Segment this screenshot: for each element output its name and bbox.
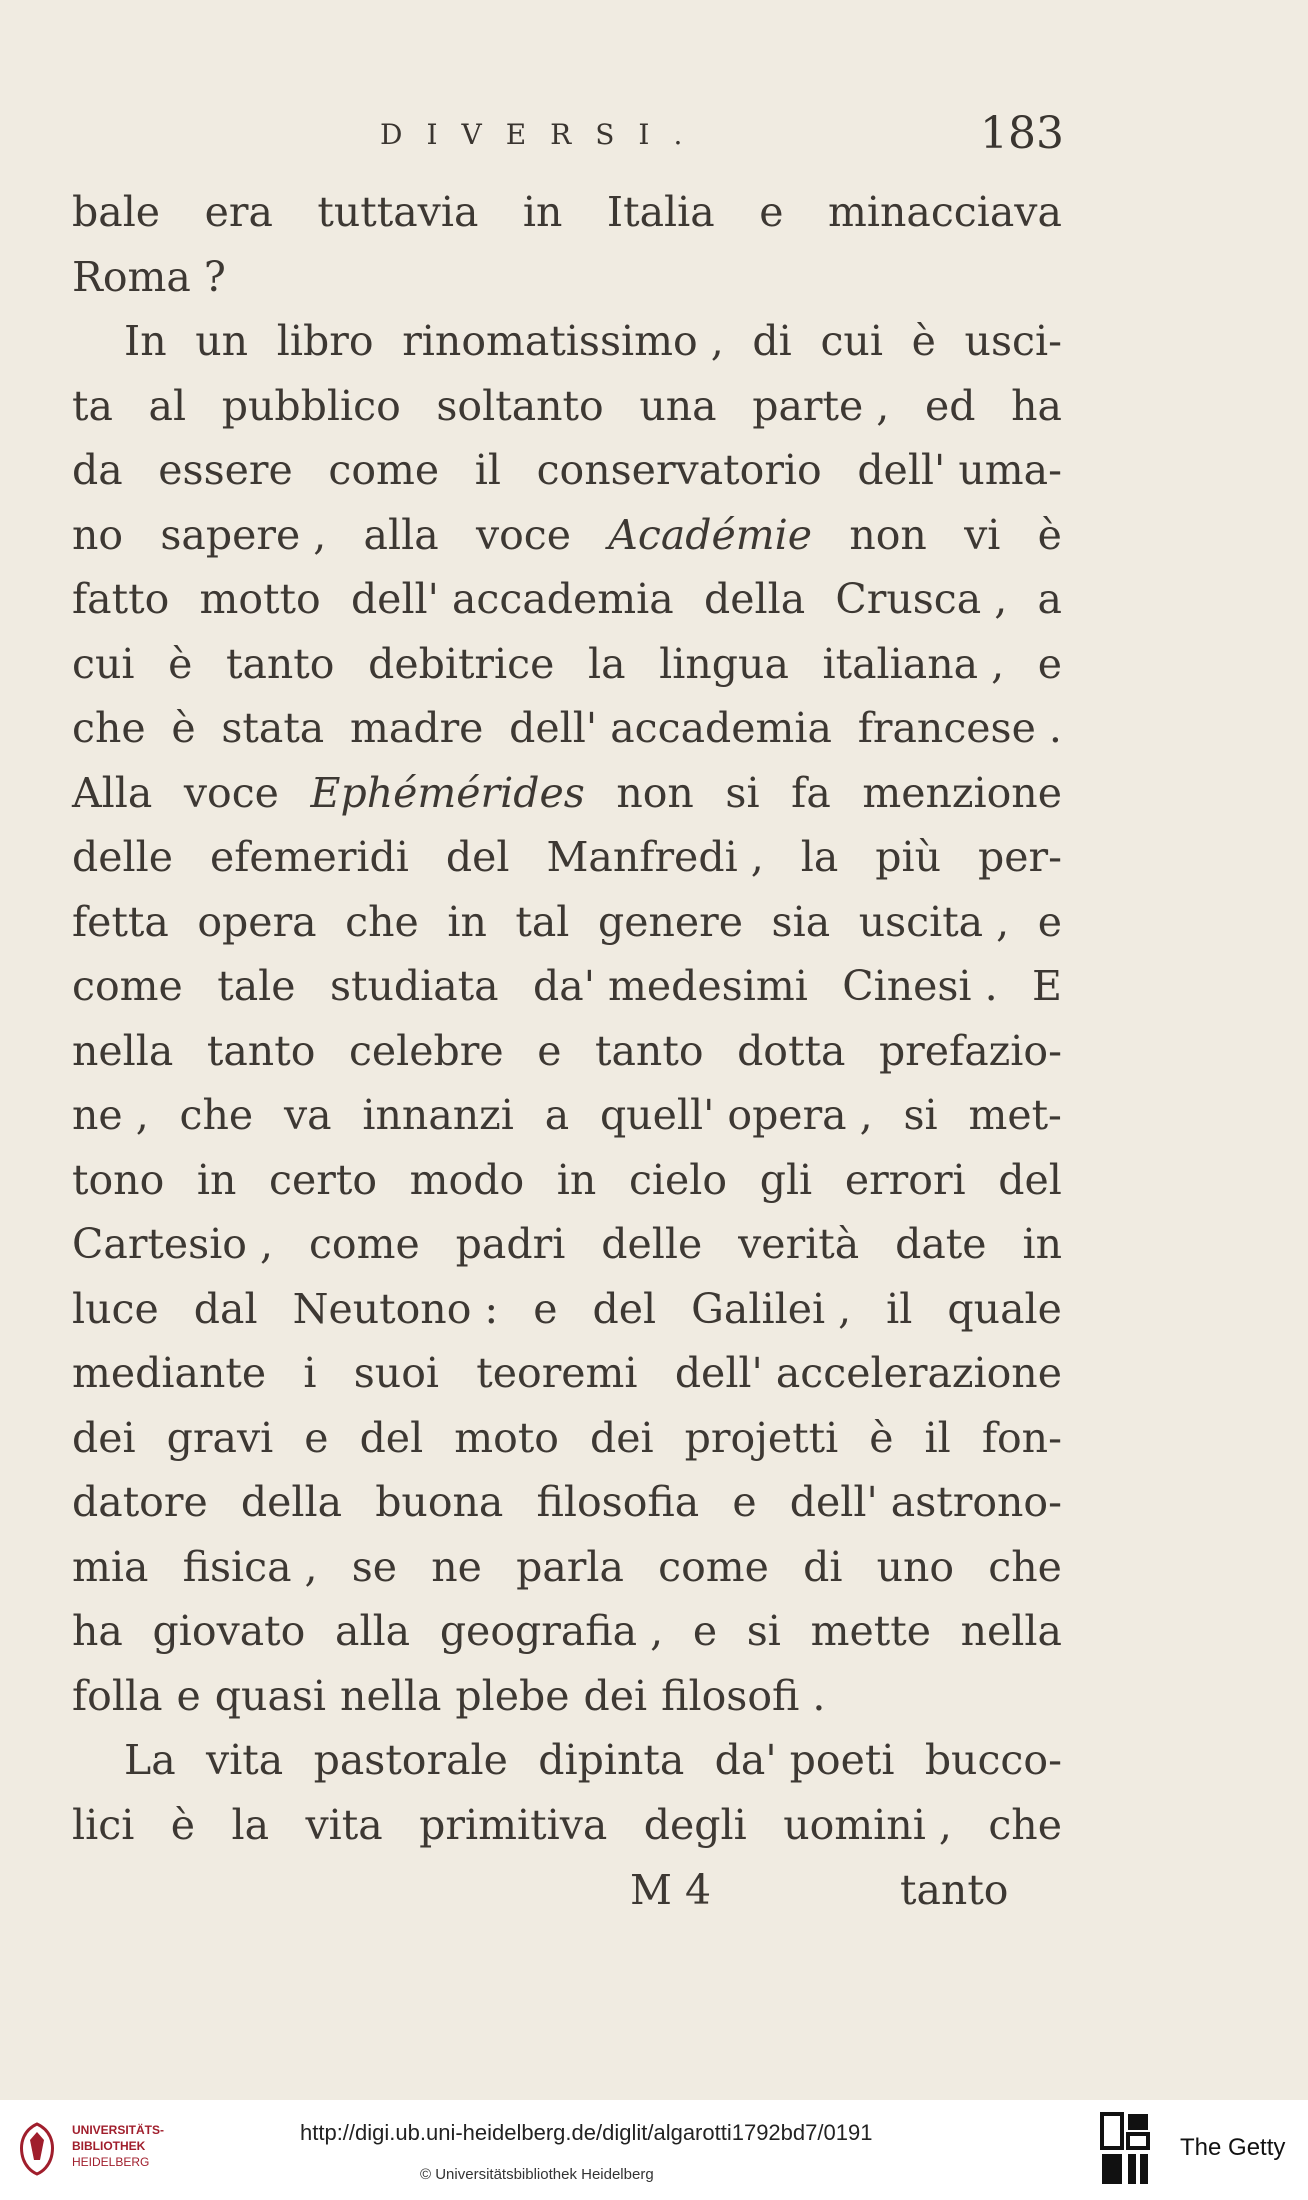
word: come — [658, 1542, 769, 1591]
catchword: tanto — [900, 1866, 1009, 1914]
word: da — [72, 446, 123, 494]
word: giovato — [152, 1607, 306, 1655]
word: buona — [375, 1478, 504, 1526]
word: che — [179, 1091, 254, 1139]
word: conservatorio — [536, 446, 822, 494]
word: al — [148, 381, 187, 430]
word: mia — [72, 1542, 149, 1591]
word: una — [639, 381, 717, 430]
text-line — [72, 309, 1062, 374]
word: rinomatissimo , — [402, 317, 724, 365]
word: ne — [431, 1542, 482, 1591]
word: fon- — [981, 1413, 1062, 1462]
word: geografia , — [439, 1607, 664, 1655]
word: ha — [72, 1607, 123, 1655]
word: projetti — [684, 1413, 839, 1462]
text-line — [72, 1148, 1062, 1213]
word: essere — [158, 446, 293, 494]
word: e — [1037, 897, 1062, 946]
word: cui — [820, 317, 883, 365]
word: pubblico — [221, 381, 401, 430]
word: che — [72, 704, 146, 752]
word: Galilei , — [691, 1284, 852, 1333]
text-line — [72, 890, 1062, 955]
running-title: DIVERSI. — [380, 118, 707, 151]
word: efemeridi — [209, 833, 409, 881]
word: dal — [193, 1284, 258, 1333]
word: lingua — [659, 639, 789, 688]
word: in — [196, 1155, 237, 1204]
word: primitiva — [419, 1800, 608, 1849]
word: stata — [221, 704, 325, 752]
word: quasi — [214, 1671, 327, 1720]
word: mediante — [72, 1349, 267, 1397]
word: da' poeti — [714, 1736, 895, 1784]
word: di — [803, 1542, 843, 1591]
text-line — [72, 567, 1062, 632]
word: certo — [269, 1155, 378, 1204]
word: verità — [738, 1220, 860, 1268]
word: uscita , — [858, 897, 1010, 946]
word: cui — [72, 639, 135, 688]
word: tal — [515, 897, 570, 946]
word: che — [988, 1800, 1062, 1849]
word: tanto — [225, 639, 335, 688]
text-line — [72, 825, 1062, 890]
word: Cartesio , — [72, 1220, 274, 1268]
word: dell' accademia — [350, 575, 674, 623]
word: e — [692, 1607, 718, 1655]
word: è — [171, 704, 196, 752]
word: dei — [583, 1671, 648, 1720]
word: moto — [454, 1413, 559, 1462]
text-line — [72, 503, 1062, 568]
word: luce — [72, 1284, 159, 1333]
word: e — [176, 1671, 201, 1720]
text-line — [72, 1470, 1062, 1535]
word: date — [895, 1220, 987, 1268]
word: si — [746, 1607, 781, 1655]
word: padri — [455, 1220, 566, 1268]
word: a — [544, 1091, 570, 1139]
text-line — [72, 696, 1062, 761]
word: si — [903, 1091, 938, 1139]
source-url-link[interactable]: http://digi.ub.uni-heidelberg.de/diglit/algarotti1792bd7/0191 — [300, 2120, 873, 2145]
word: opera — [197, 897, 317, 946]
word: dell' astrono- — [789, 1478, 1062, 1526]
word: bucco- — [924, 1736, 1062, 1784]
word: debitrice — [368, 639, 555, 688]
partner-name: The Getty — [1180, 2134, 1286, 2161]
word: pastorale — [313, 1736, 508, 1784]
word: quell' opera , — [599, 1091, 873, 1139]
word: Roma ? — [72, 252, 226, 301]
word: è — [170, 1800, 196, 1849]
word: errori — [844, 1155, 966, 1204]
word: uno — [876, 1542, 955, 1591]
word: più — [875, 833, 942, 881]
word: ha — [1011, 381, 1062, 430]
footer-bar — [0, 2100, 1308, 2200]
word: Neutono : — [292, 1284, 499, 1333]
word: è — [869, 1413, 894, 1462]
word: fatto — [72, 575, 170, 623]
word: e — [759, 188, 784, 236]
word: era — [204, 188, 273, 236]
university-seal-icon — [12, 2120, 62, 2178]
word: del — [592, 1284, 657, 1333]
word: e — [304, 1413, 329, 1462]
word: filosofi . — [661, 1671, 826, 1720]
running-head — [0, 108, 1308, 168]
word: un — [195, 317, 249, 365]
word: plebe — [455, 1671, 570, 1720]
word: met- — [968, 1091, 1062, 1139]
word: fa — [791, 768, 831, 817]
word: a — [1037, 575, 1062, 623]
text-line — [72, 1406, 1062, 1471]
word: che — [345, 897, 419, 946]
word: nella — [960, 1607, 1062, 1655]
word: e — [533, 1284, 558, 1333]
text-line — [72, 761, 1062, 826]
word: In — [124, 317, 167, 365]
word: tanto — [595, 1026, 704, 1075]
word: tuttavia — [317, 188, 479, 236]
word: la — [231, 1800, 270, 1849]
word: nella — [72, 1026, 174, 1075]
word: va — [283, 1091, 332, 1139]
word: e — [1037, 639, 1062, 688]
text-line — [72, 1083, 1062, 1148]
text-line — [72, 632, 1062, 697]
text-line — [72, 1019, 1062, 1084]
word: delle — [601, 1220, 703, 1268]
text-line — [72, 438, 1062, 503]
word: è — [1037, 510, 1062, 559]
word: alla — [335, 1607, 411, 1655]
word: tono — [72, 1155, 165, 1204]
word: del — [445, 833, 510, 881]
word: quale — [947, 1284, 1062, 1333]
word: della — [703, 575, 806, 623]
word: ed — [924, 381, 976, 430]
word: nella — [340, 1671, 442, 1720]
word: gravi — [166, 1413, 274, 1462]
word: celebre — [348, 1026, 504, 1075]
text-line — [72, 374, 1062, 439]
word: in — [556, 1155, 597, 1204]
word: genere — [597, 897, 744, 946]
getty-logo-icon — [1100, 2112, 1150, 2186]
word: teoremi — [476, 1349, 638, 1397]
word: sia — [771, 897, 831, 946]
word: dipinta — [538, 1736, 685, 1784]
word: ta — [72, 381, 113, 430]
word: francese . — [857, 704, 1062, 752]
word: i — [303, 1349, 317, 1397]
library-name: UNIVERSITÄTS- BIBLIOTHEK HEIDELBERG — [72, 2123, 165, 2169]
word: innanzi — [362, 1091, 514, 1139]
word: per- — [977, 833, 1062, 881]
text-line — [72, 1728, 1062, 1793]
word: di — [752, 317, 792, 365]
word: Académie — [608, 510, 813, 559]
word: che — [988, 1542, 1062, 1591]
word: filosofia — [536, 1478, 700, 1526]
page-number: 183 — [980, 108, 1064, 159]
text-line — [72, 1599, 1062, 1664]
word: ne , — [72, 1091, 149, 1139]
word: studiata — [329, 962, 499, 1010]
word: delle — [72, 833, 173, 881]
word: sapere , — [160, 510, 327, 559]
word: motto — [199, 575, 321, 623]
word: E — [1032, 962, 1062, 1010]
word: Crusca , — [835, 575, 1008, 623]
word: tale — [217, 962, 296, 1010]
word: minacciava — [827, 188, 1062, 236]
text-line — [72, 1212, 1062, 1277]
word: da' medesimi — [533, 962, 808, 1010]
body-text — [72, 180, 1062, 1857]
word: vi — [964, 510, 1001, 559]
text-line — [72, 1793, 1062, 1858]
word: e — [537, 1026, 562, 1075]
word: cielo — [628, 1155, 728, 1204]
word: parla — [516, 1542, 624, 1591]
word: del — [359, 1413, 424, 1462]
word: la — [800, 833, 839, 881]
word: uomini , — [783, 1800, 952, 1849]
word: Italia — [606, 188, 715, 236]
signature-mark: M 4 — [630, 1866, 712, 1914]
word: in — [447, 897, 487, 946]
word: come — [72, 962, 183, 1010]
word: è — [168, 639, 193, 688]
word: è — [911, 317, 936, 365]
text-line — [72, 1341, 1062, 1406]
word: prefazio- — [878, 1026, 1062, 1075]
word: del — [998, 1155, 1062, 1204]
word: il — [924, 1413, 951, 1462]
word: Ephémérides — [310, 768, 585, 817]
word: dell' uma- — [857, 446, 1062, 494]
word: se — [351, 1542, 398, 1591]
word: madre — [350, 704, 484, 752]
word: gli — [759, 1155, 813, 1204]
text-line — [72, 245, 1062, 310]
word: e — [732, 1478, 757, 1526]
word: degli — [643, 1800, 747, 1849]
word: soltanto — [436, 381, 604, 430]
word: voce — [475, 510, 572, 559]
word: fetta — [72, 897, 169, 946]
word: il — [886, 1284, 913, 1333]
word: bale — [72, 188, 161, 236]
word: non — [849, 510, 927, 559]
word: dotta — [737, 1026, 846, 1075]
word: si — [725, 768, 760, 817]
word: in — [522, 188, 563, 236]
word: lici — [72, 1800, 135, 1849]
word: Manfredi , — [546, 833, 764, 881]
word: il — [474, 446, 501, 494]
word: della — [240, 1478, 343, 1526]
word: come — [328, 446, 440, 494]
text-line — [72, 1277, 1062, 1342]
word: datore — [72, 1478, 208, 1526]
word: tanto — [206, 1026, 316, 1075]
word: dell' accelerazione — [674, 1349, 1062, 1397]
word: come — [308, 1220, 420, 1268]
word: mette — [810, 1607, 931, 1655]
word: suoi — [353, 1349, 439, 1397]
word: dell' accademia — [509, 704, 832, 752]
copyright-notice: © Universitätsbibliothek Heidelberg — [420, 2166, 654, 2183]
word: vita — [206, 1736, 284, 1784]
word: parte , — [752, 381, 890, 430]
word: usci- — [964, 317, 1062, 365]
word: italiana , — [822, 639, 1005, 688]
text-line — [72, 954, 1062, 1019]
word: la — [587, 639, 626, 688]
word: dei — [589, 1413, 654, 1462]
word: voce — [183, 768, 279, 817]
text-line — [72, 1664, 1062, 1729]
word: Cinesi . — [842, 962, 998, 1010]
word: La — [124, 1736, 176, 1784]
text-line — [72, 180, 1062, 245]
word: non — [616, 768, 694, 817]
word: in — [1022, 1220, 1062, 1268]
text-line — [72, 1535, 1062, 1600]
word: dei — [72, 1413, 136, 1462]
word: modo — [409, 1155, 525, 1204]
word: no — [72, 510, 124, 559]
word: vita — [305, 1800, 383, 1849]
word: alla — [363, 510, 439, 559]
word: libro — [276, 317, 374, 365]
word: Alla — [72, 768, 153, 817]
word: fisica , — [182, 1542, 318, 1591]
word: menzione — [862, 768, 1062, 817]
word: folla — [72, 1671, 163, 1720]
